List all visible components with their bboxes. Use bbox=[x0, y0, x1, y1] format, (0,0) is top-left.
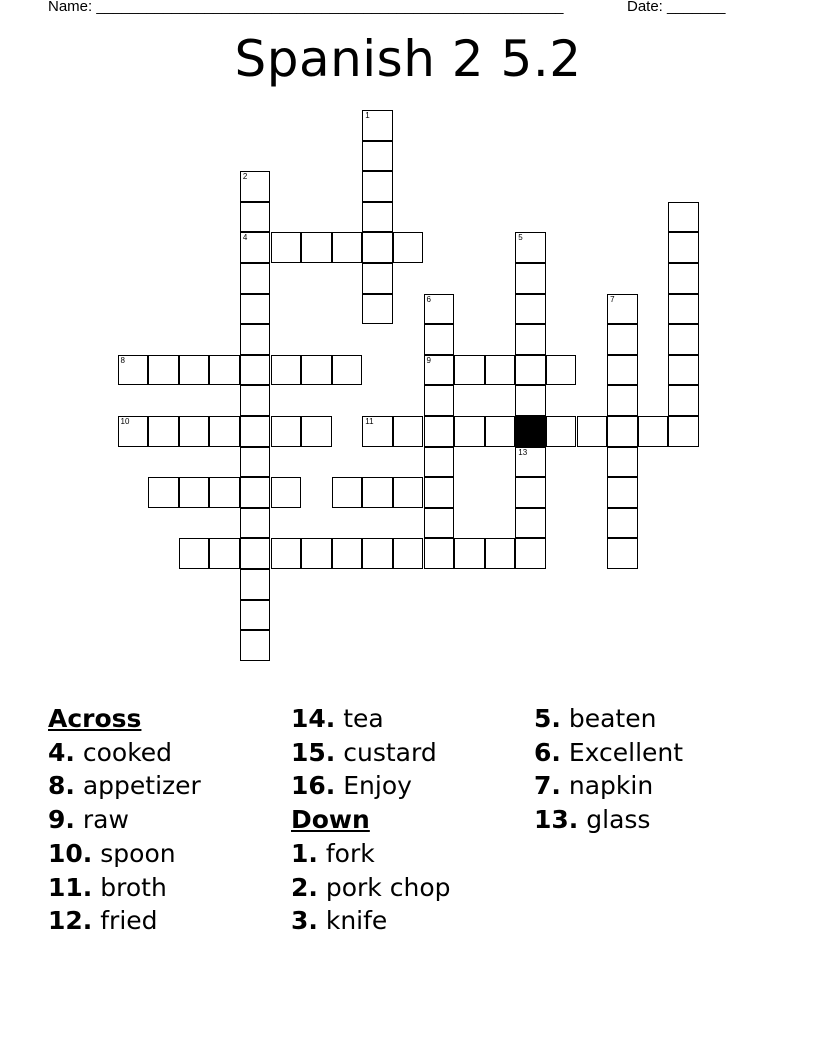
clue-number: 1 bbox=[365, 111, 370, 120]
crossword-cell[interactable] bbox=[485, 355, 516, 386]
across-clue: 8. appetizer bbox=[48, 771, 201, 801]
crossword-cell[interactable] bbox=[577, 416, 608, 447]
crossword-cell[interactable] bbox=[424, 447, 455, 478]
crossword-cell[interactable] bbox=[424, 324, 455, 355]
crossword-cell[interactable] bbox=[607, 294, 638, 325]
down-clue: 3. knife bbox=[291, 906, 388, 936]
crossword-cell[interactable] bbox=[668, 355, 699, 386]
across-clue: 11. broth bbox=[48, 872, 167, 902]
crossword-cell[interactable] bbox=[240, 447, 271, 478]
across-clue: 15. custard bbox=[291, 737, 437, 767]
down-clue: 2. pork chop bbox=[291, 872, 451, 902]
crossword-cell[interactable] bbox=[301, 232, 332, 263]
clue-number: 4 bbox=[242, 233, 248, 243]
crossword-cell[interactable] bbox=[424, 508, 455, 539]
clue-number: 9 bbox=[426, 355, 431, 365]
crossword-cell[interactable] bbox=[607, 385, 638, 416]
crossword-cell[interactable] bbox=[362, 538, 393, 569]
crossword-cell[interactable] bbox=[607, 508, 638, 539]
crossword-cell[interactable] bbox=[179, 355, 210, 386]
crossword-cell[interactable] bbox=[424, 538, 455, 569]
crossword-cell[interactable] bbox=[607, 324, 638, 355]
crossword-cell[interactable] bbox=[271, 355, 302, 386]
crossword-cell[interactable] bbox=[240, 416, 271, 447]
crossword-cell[interactable] bbox=[271, 232, 302, 263]
crossword-cell[interactable] bbox=[332, 232, 363, 263]
crossword-cell[interactable] bbox=[393, 538, 424, 569]
crossword-cell[interactable] bbox=[424, 294, 455, 325]
across-clue: 14. tea bbox=[291, 704, 384, 733]
crossword-cell[interactable] bbox=[515, 447, 546, 478]
crossword-cell[interactable] bbox=[362, 416, 393, 447]
crossword-cell[interactable] bbox=[332, 355, 363, 386]
crossword-cell[interactable] bbox=[362, 202, 393, 233]
crossword-cell[interactable] bbox=[240, 294, 271, 325]
crossword-cell[interactable] bbox=[424, 355, 455, 386]
crossword-cell[interactable] bbox=[240, 355, 271, 386]
clue-number: 6 bbox=[426, 294, 431, 304]
crossword-cell[interactable] bbox=[271, 538, 302, 569]
crossword-cell[interactable] bbox=[362, 171, 393, 202]
crossword-cell[interactable] bbox=[515, 232, 546, 263]
crossword-cell[interactable] bbox=[393, 477, 424, 508]
crossword-cell[interactable] bbox=[607, 477, 638, 508]
crossword-cell[interactable] bbox=[240, 508, 271, 539]
crossword-cell[interactable] bbox=[638, 416, 669, 447]
crossword-cell[interactable] bbox=[118, 416, 149, 447]
crossword-cell[interactable] bbox=[668, 232, 699, 263]
crossword-cell[interactable] bbox=[240, 600, 271, 631]
crossword-cell[interactable] bbox=[240, 324, 271, 355]
crossword-cell[interactable] bbox=[271, 416, 302, 447]
crossword-cell[interactable] bbox=[454, 416, 485, 447]
down-clue: 1. fork bbox=[291, 838, 375, 868]
crossword-cell[interactable] bbox=[148, 355, 179, 386]
crossword-cell[interactable] bbox=[179, 416, 210, 447]
down-clue: 13. glass bbox=[534, 805, 651, 835]
crossword-cell[interactable] bbox=[362, 477, 393, 508]
crossword-cell[interactable] bbox=[668, 324, 699, 355]
across-clue: 16. Enjoy bbox=[291, 771, 412, 801]
crossword-cell[interactable] bbox=[301, 355, 332, 386]
crossword-cell[interactable] bbox=[179, 477, 210, 508]
crossword-cell[interactable] bbox=[362, 294, 393, 325]
across-heading: Across bbox=[48, 704, 142, 733]
crossword-cell[interactable] bbox=[362, 263, 393, 294]
crossword-cell[interactable] bbox=[485, 416, 516, 447]
crossword-cell[interactable] bbox=[515, 477, 546, 508]
crossword-cell[interactable] bbox=[209, 355, 240, 386]
crossword-cell[interactable] bbox=[148, 416, 179, 447]
crossword-cell[interactable] bbox=[240, 171, 271, 202]
clue-number: 10 bbox=[120, 417, 130, 426]
crossword-cell[interactable] bbox=[332, 538, 363, 569]
crossword-cell[interactable] bbox=[332, 477, 363, 508]
crossword-cell[interactable] bbox=[668, 416, 699, 447]
crossword-cell[interactable] bbox=[301, 416, 332, 447]
crossword-cell[interactable] bbox=[515, 294, 546, 325]
clue-number: 7 bbox=[610, 294, 615, 304]
crossword-cell[interactable] bbox=[546, 355, 577, 386]
crossword-cell[interactable] bbox=[607, 355, 638, 386]
crossword-cell[interactable] bbox=[515, 355, 546, 386]
crossword-cell[interactable] bbox=[240, 263, 271, 294]
crossword-cell[interactable] bbox=[668, 385, 699, 416]
crossword-cell[interactable] bbox=[240, 630, 271, 661]
down-heading: Down bbox=[291, 805, 370, 835]
crossword-cell[interactable] bbox=[362, 232, 393, 263]
crossword-cell[interactable] bbox=[424, 385, 455, 416]
date-field-line: Date: _______ bbox=[627, 0, 726, 15]
name-field-line: Name: ________________________________________________________ bbox=[48, 0, 564, 15]
clue-column-1 bbox=[48, 702, 288, 938]
crossword-cell[interactable] bbox=[546, 416, 577, 447]
crossword-cell[interactable] bbox=[148, 477, 179, 508]
crossword-cell[interactable] bbox=[515, 538, 546, 569]
clue-number: 5 bbox=[518, 233, 523, 243]
across-clue: 12. fried bbox=[48, 906, 158, 936]
clue-number: 8 bbox=[120, 355, 125, 365]
crossword-cell[interactable] bbox=[118, 355, 149, 386]
crossword-cell[interactable] bbox=[515, 385, 546, 416]
crossword-cell[interactable] bbox=[668, 263, 699, 294]
crossword-cell[interactable] bbox=[668, 294, 699, 325]
crossword-cell[interactable] bbox=[362, 141, 393, 172]
crossword-cell[interactable] bbox=[607, 538, 638, 569]
crossword-cell[interactable] bbox=[240, 385, 271, 416]
crossword-cell[interactable] bbox=[209, 538, 240, 569]
clue-number: 11 bbox=[365, 417, 374, 426]
crossword-cell[interactable] bbox=[240, 202, 271, 233]
crossword-cell[interactable] bbox=[301, 538, 332, 569]
crossword-cell[interactable] bbox=[240, 232, 271, 263]
clue-number: 2 bbox=[242, 172, 248, 182]
crossword-cell[interactable] bbox=[607, 447, 638, 478]
crossword-cell[interactable] bbox=[454, 538, 485, 569]
down-clue: 5. beaten bbox=[534, 704, 657, 733]
clue-column-3 bbox=[534, 702, 774, 837]
page-title: Spanish 2 5.2 bbox=[234, 30, 582, 88]
crossword-cell[interactable] bbox=[271, 477, 302, 508]
across-clue: 10. spoon bbox=[48, 838, 176, 868]
across-clue: 9. raw bbox=[48, 805, 129, 835]
crossword-cell[interactable] bbox=[362, 110, 393, 141]
crossword-cell[interactable] bbox=[209, 477, 240, 508]
crossword-cell[interactable] bbox=[393, 416, 424, 447]
crossword-cell[interactable] bbox=[668, 202, 699, 233]
crossword-cell[interactable] bbox=[240, 569, 271, 600]
crossword-cell[interactable] bbox=[240, 477, 271, 508]
down-clue: 6. Excellent bbox=[534, 737, 684, 767]
crossword-cell[interactable] bbox=[515, 263, 546, 294]
crossword-cell[interactable] bbox=[515, 324, 546, 355]
across-clue: 4. cooked bbox=[48, 737, 173, 767]
crossword-cell[interactable] bbox=[485, 538, 516, 569]
crossword-cell[interactable] bbox=[424, 477, 455, 508]
crossword-cell[interactable] bbox=[515, 508, 546, 539]
down-clue: 7. napkin bbox=[534, 771, 654, 801]
crossword-cell[interactable] bbox=[424, 416, 455, 447]
crossword-black-cell bbox=[515, 416, 546, 447]
clue-number: 13 bbox=[518, 447, 528, 457]
clue-column-2 bbox=[291, 702, 531, 938]
crossword-cell[interactable] bbox=[454, 355, 485, 386]
crossword-cell[interactable] bbox=[209, 416, 240, 447]
crossword-cell[interactable] bbox=[393, 232, 424, 263]
crossword-cell[interactable] bbox=[179, 538, 210, 569]
crossword-cell[interactable] bbox=[240, 538, 271, 569]
crossword-cell[interactable] bbox=[607, 416, 638, 447]
